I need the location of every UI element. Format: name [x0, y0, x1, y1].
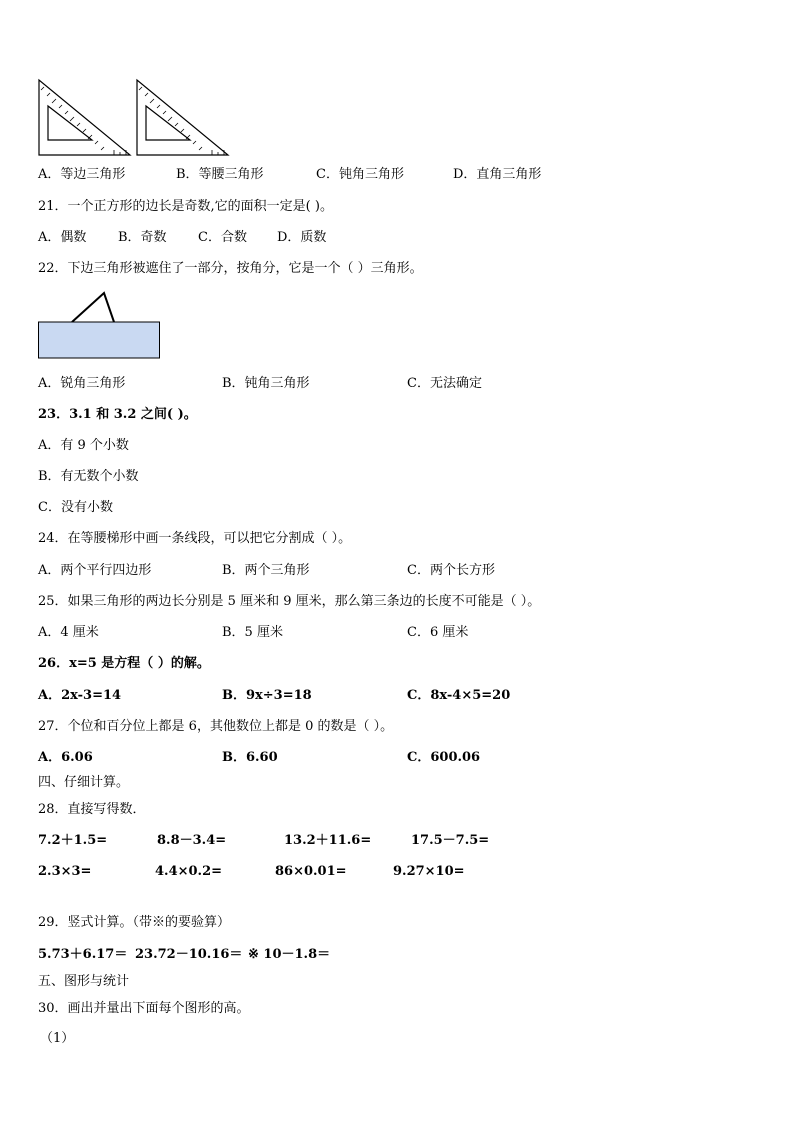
q29-item: 5.73＋6.17＝	[38, 947, 128, 962]
q21-option-c: C．合数	[198, 230, 247, 245]
q22-option-b: B．钝角三角形	[222, 376, 310, 391]
q25-option-c: C．6 厘米	[407, 625, 469, 640]
q28-item: 13.2＋11.6=	[284, 833, 372, 848]
q22-text: 22．下边三角形被遮住了一部分，按角分，它是一个（ ）三角形。	[38, 261, 423, 276]
q28-item: 17.5－7.5=	[411, 833, 490, 848]
q29-item: ※ 10－1.8＝	[248, 947, 331, 962]
q22-option-a: A．锐角三角形	[38, 376, 126, 391]
q26-option-a: A．2x-3=14	[38, 688, 122, 703]
q24-option-c: C．两个长方形	[407, 563, 495, 578]
cover-rectangle	[39, 322, 160, 358]
q28-item: 8.8－3.4=	[157, 833, 227, 848]
q21-option-a: A．偶数	[38, 230, 87, 245]
q30-text: 30．画出并量出下面每个图形的高。	[38, 1001, 250, 1016]
q27-text: 27．个位和百分位上都是 6，其他数位上都是 0 的数是（ ）。	[38, 719, 394, 734]
q27-option-b: B．6.60	[222, 750, 278, 765]
q26-option-b: B．9x÷3=18	[222, 688, 312, 703]
q21-option-d: D．质数	[277, 230, 327, 245]
q24-text: 24．在等腰梯形中画一条线段，可以把它分割成（ ）。	[38, 531, 352, 546]
q29-item: 23.72－10.16＝	[135, 947, 243, 962]
q21-text: 21．一个正方形的边长是奇数,它的面积一定是( )。	[38, 199, 333, 214]
q27-option-c: C．600.06	[407, 750, 481, 765]
q28-item: 7.2＋1.5=	[38, 833, 108, 848]
set-square-left	[39, 80, 130, 155]
q28-item: 86×0.01=	[275, 864, 347, 879]
q25-text: 25．如果三角形的两边长分别是 5 厘米和 9 厘米，那么第三条边的长度不可能是（ ）。	[38, 594, 541, 609]
q20-option-d: D．直角三角形	[453, 167, 542, 182]
triangle-visible-part	[72, 293, 114, 322]
covered-triangle-figure	[38, 290, 162, 360]
section-5-heading: 五、图形与统计	[38, 974, 130, 989]
q28-item: 2.3×3=	[38, 864, 92, 879]
q23-option-c: C．没有小数	[38, 500, 113, 515]
q23-option-a: A．有 9 个小数	[38, 438, 129, 453]
set-square-right	[137, 80, 228, 155]
q24-option-a: A．两个平行四边形	[38, 563, 152, 578]
q20-option-b: B．等腰三角形	[176, 167, 264, 182]
q27-option-a: A．6.06	[38, 750, 93, 765]
q20-option-c: C．钝角三角形	[316, 167, 404, 182]
set-square-figures	[38, 78, 238, 158]
q23-option-b: B．有无数个小数	[38, 469, 139, 484]
q25-option-a: A．4 厘米	[38, 625, 99, 640]
section-4-heading: 四、仔细计算。	[38, 775, 130, 790]
q29-text: 29．竖式计算。（带※的要验算）	[38, 915, 231, 930]
q22-option-c: C．无法确定	[407, 376, 482, 391]
q21-option-b: B．奇数	[118, 230, 167, 245]
q26-text: 26．x=5 是方程（ ）的解。	[38, 656, 210, 671]
q25-option-b: B．5 厘米	[222, 625, 283, 640]
q30-sub-label: （1）	[40, 1031, 75, 1046]
q26-option-c: C．8x-4×5=20	[407, 688, 511, 703]
q23-text: 23．3.1 和 3.2 之间( )。	[38, 407, 197, 422]
q28-text: 28．直接写得数．	[38, 802, 146, 817]
q20-option-a: A．等边三角形	[38, 167, 126, 182]
q28-item: 4.4×0.2=	[155, 864, 223, 879]
q28-item: 9.27×10=	[393, 864, 465, 879]
q24-option-b: B．两个三角形	[222, 563, 310, 578]
